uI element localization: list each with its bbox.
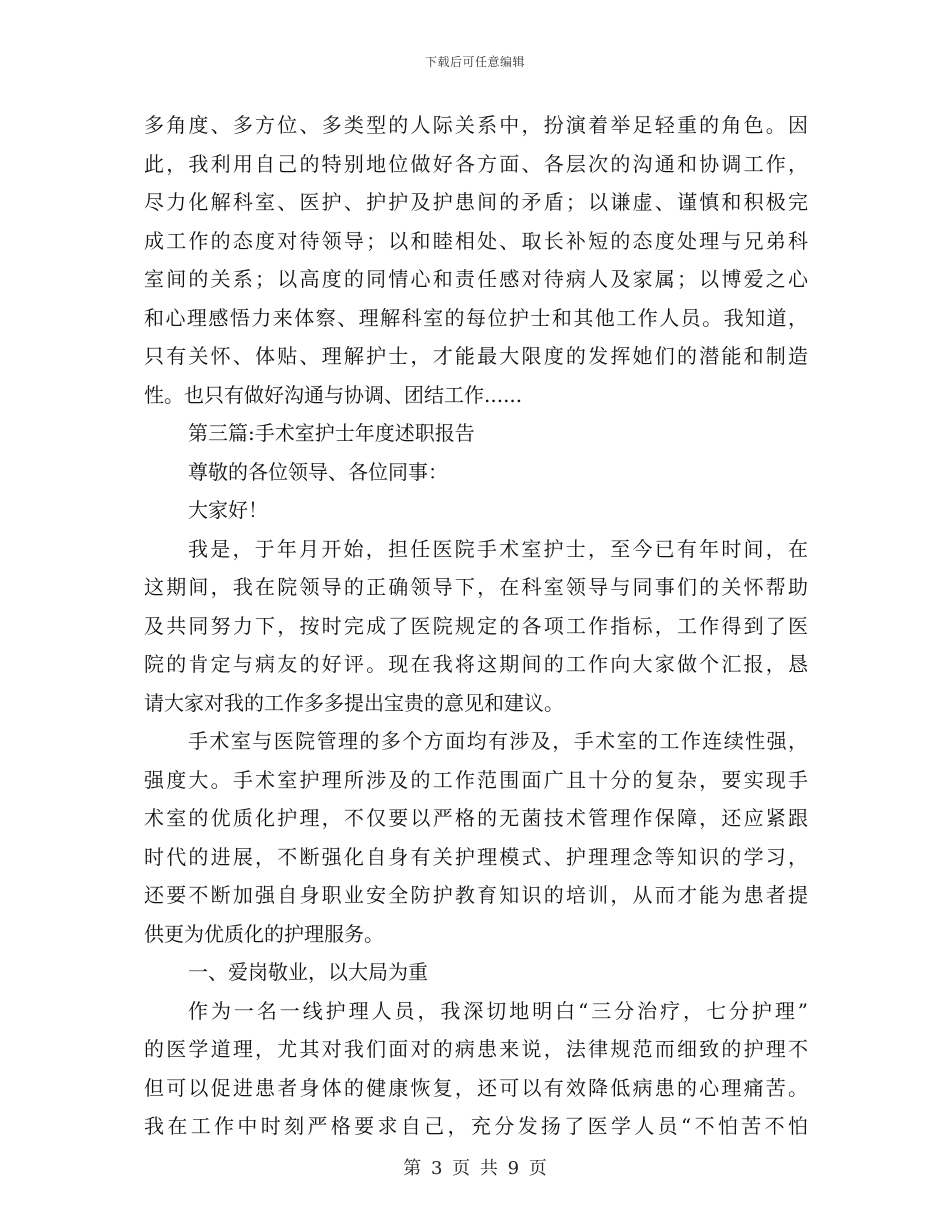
text-line: 的医学道理，尤其对我们面对的病患来说，法律规范而细致的护理不 [144,1037,808,1061]
text-line: 我在工作中时刻严格要求自己，充分发扬了医学人员“不怕苦不怕 [144,1114,808,1138]
text-line: 此，我利用自己的特别地位做好各方面、各层次的沟通和协调工作， [144,151,808,176]
section-title: 第三篇:手术室护士年度述职报告 [188,421,475,445]
page-number: 第 3 页 共 9 页 [403,1158,547,1179]
text-line: 多角度、多方位、多类型的人际关系中，扮演着举足轻重的角色。因 [144,113,808,137]
text-line: 术室的优质化护理，不仅要以严格的无菌技术管理作保障，还应紧跟 [144,806,808,830]
text-line: 院的肯定与病友的好评。现在我将这期间的工作向大家做个汇报，恳 [144,652,808,676]
text-line: 室间的关系；以高度的同情心和责任感对待病人及家属；以博爱之心 [144,267,808,291]
text-line: 这期间，我在院领导的正确领导下，在科室领导与同事们的关怀帮助 [144,575,808,599]
text-line: 供更为优质化的护理服务。 [144,921,384,946]
text-line: 成工作的态度对待领导；以和睦相处、取长补短的态度处理与兄弟科 [144,228,808,253]
text-line: 及共同努力下，按时完成了医院规定的各项工作指标，工作得到了医 [144,613,808,638]
text-line: 和心理感悟力来体察、理解科室的每位护士和其他工作人员。我知道， [144,305,808,330]
text-line: 请大家对我的工作多多提出宝贵的意见和建议。 [144,690,564,715]
section-heading: 一、爱岗敬业，以大局为重 [188,960,428,984]
text-line: 性。也只有做好沟通与协调、团结工作...... [144,382,523,407]
text-line: 我是，于年月开始，担任医院手术室护士，至今已有年时间，在 [188,536,808,561]
salutation: 尊敬的各位领导、各位同事： [188,459,448,484]
text-line: 但可以促进患者身体的健康恢复，还可以有效降低病患的心理痛苦。 [144,1075,808,1100]
text-line: 时代的进展，不断强化自身有关护理模式、护理理念等知识的学习， [144,844,808,869]
text-line: 尽力化解科室、医护、护护及护患间的矛盾；以谦虚、谨慎和积极完 [144,190,808,214]
download-note: 下载后可任意编辑 [424,55,525,69]
text-line: 只有关怀、体贴、理解护士，才能最大限度的发挥她们的潜能和制造 [144,344,808,368]
text-line: 强度大。手术室护理所涉及的工作范围面广且十分的复杂，要实现手 [144,767,808,792]
document-body [144,106,808,1146]
text-line: 手术室与医院管理的多个方面均有涉及，手术室的工作连续性强， [188,729,808,753]
text-line: 还要不断加强自身职业安全防护教育知识的培训，从而才能为患者提 [144,883,808,907]
text-line: 作为一名一线护理人员，我深切地明白“三分治疗，七分护理” [188,998,808,1023]
greeting: 大家好！ [188,498,268,522]
